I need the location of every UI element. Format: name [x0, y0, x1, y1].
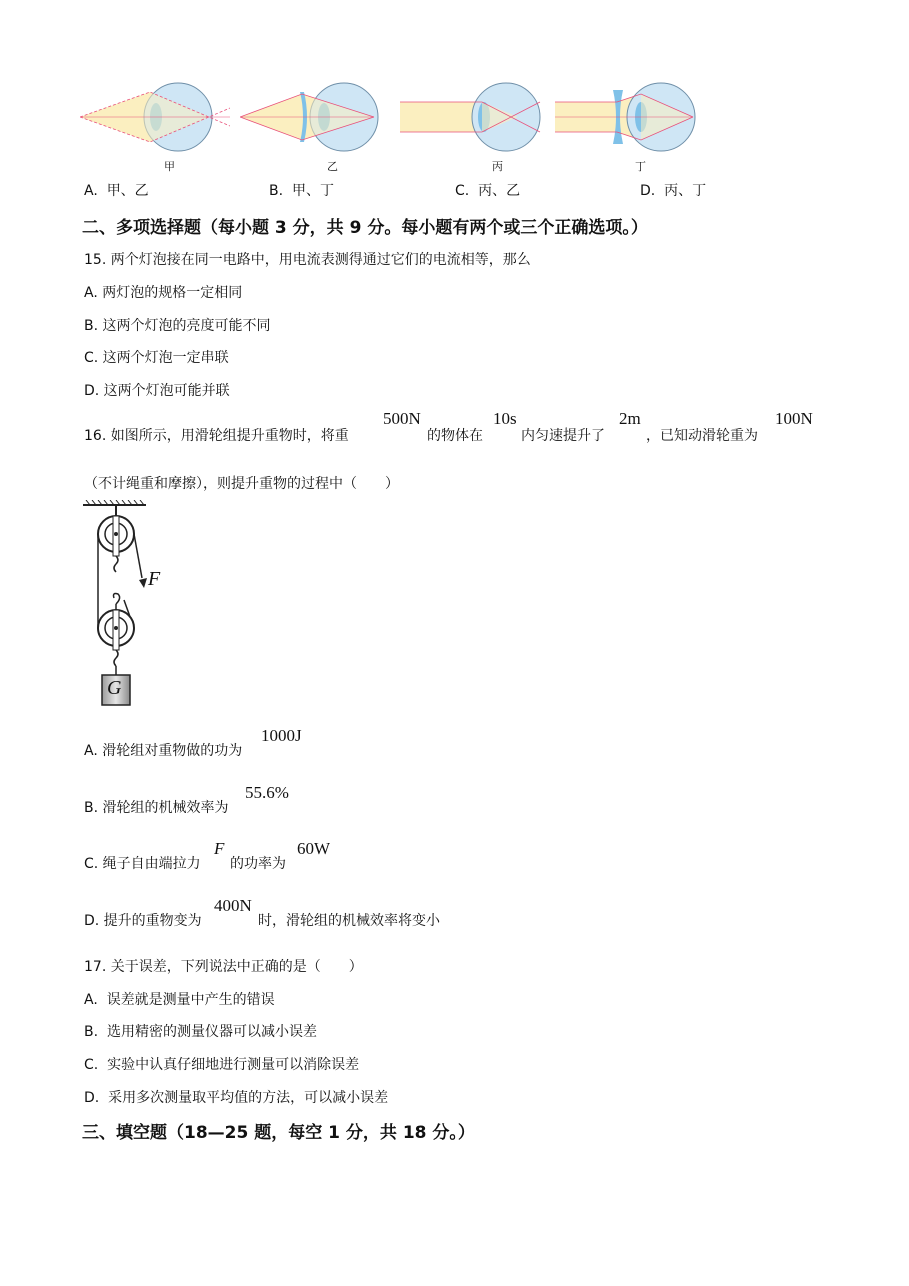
q16-option-b-value: 55.6% — [245, 783, 289, 802]
section-3-title: 三、填空题（18—25 题，每空 1 分，共 18 分。） — [82, 1123, 475, 1143]
q16-option-b: B. 滑轮组的机械效率为 — [84, 800, 229, 816]
q16-option-c-part1: C. 绳子自由端拉力 — [84, 856, 201, 872]
q15-option-c: C. 这两个灯泡一定串联 — [84, 350, 229, 366]
q17-option-d: D. 采用多次测量取平均值的方法，可以减小误差 — [84, 1090, 389, 1106]
force-label: F — [148, 568, 161, 590]
q17-stem: 17. 关于误差，下列说法中正确的是（ ） — [84, 959, 363, 975]
q16-option-c-var: F — [214, 839, 225, 858]
q16-option-c-part2: 的功率为 — [230, 856, 286, 872]
q16-stem-3: 内匀速提升了 — [521, 428, 605, 444]
q15-stem: 15. 两个灯泡接在同一电路中，用电流表测得通过它们的电流相等，那么 — [84, 252, 531, 268]
section-2-title: 二、多项选择题（每小题 3 分，共 9 分。每小题有两个或三个正确选项。） — [82, 218, 648, 238]
caption-yi: 乙 — [327, 160, 338, 173]
q16-option-c-value: 60W — [297, 839, 331, 858]
q16-pulley-weight-value: 100N — [775, 409, 813, 428]
q16-stem-line2: （不计绳重和摩擦），则提升重物的过程中（ ） — [84, 476, 399, 492]
weight-label: G — [107, 677, 122, 699]
q16-option-a: A. 滑轮组对重物做的功为 — [84, 743, 243, 759]
eye-diagram-yi — [240, 80, 390, 162]
q16-stem-1: 16. 如图所示，用滑轮组提升重物时，将重 — [84, 428, 349, 444]
eye-diagram-jia — [80, 80, 230, 162]
q15-option-a: A. 两灯泡的规格一定相同 — [84, 285, 243, 301]
caption-ding: 丁 — [635, 160, 646, 173]
q17-option-b: B. 选用精密的测量仪器可以减小误差 — [84, 1024, 317, 1040]
q15-option-d: D. 这两个灯泡可能并联 — [84, 383, 230, 399]
q16-height-value: 2m — [619, 409, 641, 428]
q16-stem-2: 的物体在 — [427, 428, 483, 444]
q16-stem-4: ，已知动滑轮重为 — [646, 428, 758, 444]
caption-jia: 甲 — [164, 160, 175, 173]
q16-option-d-part2: 时，滑轮组的机械效率将变小 — [258, 913, 440, 929]
pulley-system-figure — [80, 500, 180, 710]
q14-option-a: A. 甲、乙 — [84, 183, 149, 199]
q17-option-a: A. 误差就是测量中产生的错误 — [84, 992, 275, 1008]
eye-diagram-bing — [400, 80, 550, 162]
q14-option-b: B. 甲、丁 — [269, 183, 334, 199]
q16-option-d-part1: D. 提升的重物变为 — [84, 913, 202, 929]
q16-weight-value: 500N — [383, 409, 421, 428]
q17-option-c: C. 实验中认真仔细地进行测量可以消除误差 — [84, 1057, 360, 1073]
q14-option-c: C. 丙、乙 — [455, 183, 521, 199]
caption-bing: 丙 — [492, 160, 503, 173]
q14-option-d: D. 丙、丁 — [640, 183, 707, 199]
eye-diagram-ding — [555, 80, 705, 162]
q16-time-value: 10s — [493, 409, 517, 428]
q15-option-b: B. 这两个灯泡的亮度可能不同 — [84, 318, 271, 334]
q16-option-d-value: 400N — [214, 896, 252, 915]
q16-option-a-value: 1000J — [261, 726, 302, 745]
